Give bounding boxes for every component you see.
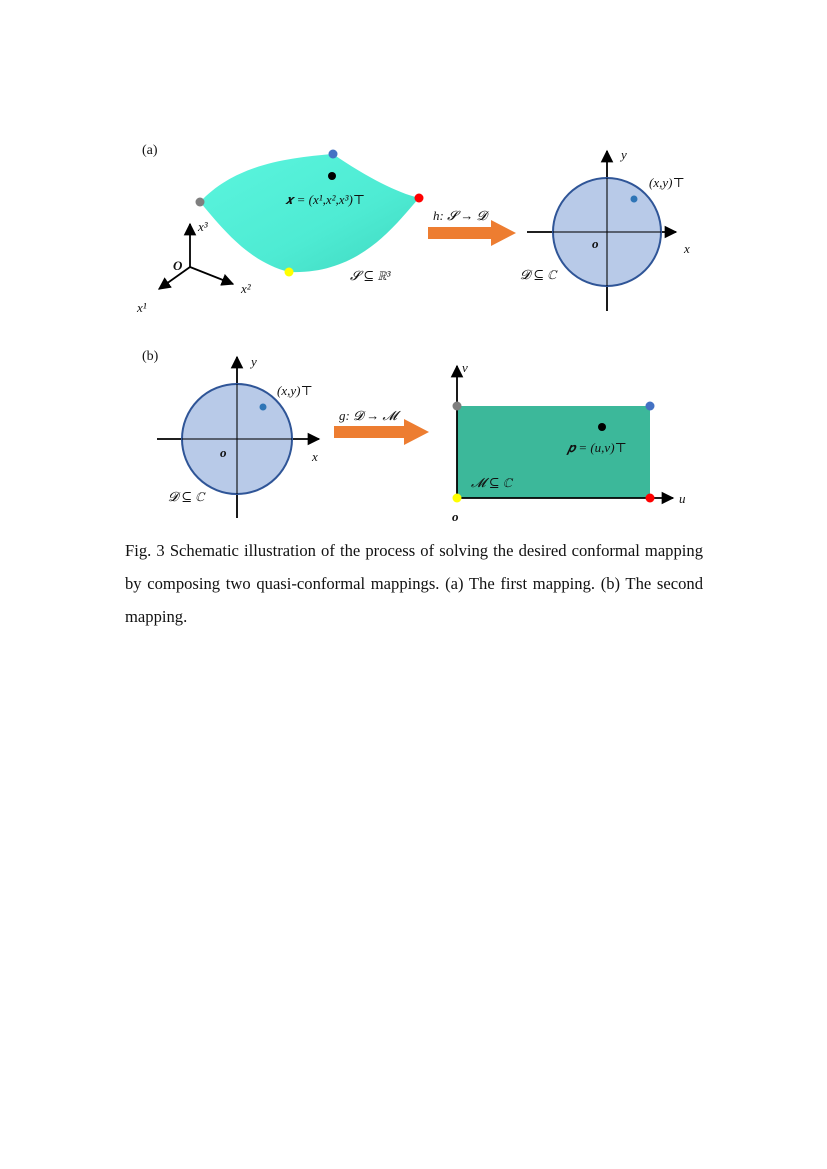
panel-b-tag: (b) bbox=[142, 349, 159, 364]
disk-a-point-label: (x,y)⊤ bbox=[649, 175, 685, 190]
disk-b-y-label: y bbox=[251, 354, 257, 369]
rect-origin: o bbox=[452, 509, 459, 524]
surface-dot-red bbox=[415, 194, 424, 203]
disk-b-dot-blue bbox=[260, 404, 267, 411]
surface-s bbox=[200, 154, 419, 272]
surface-dot-yellow bbox=[285, 268, 294, 277]
disk-a-x-label: x bbox=[684, 241, 690, 256]
disk-b-x-label: x bbox=[312, 449, 318, 464]
rect-v-label: v bbox=[462, 360, 468, 375]
disk-a-label: 𝓓 ⊆ ℂ bbox=[520, 267, 557, 282]
rect-point-label: 𝒑 = (u,v)⊤ bbox=[567, 440, 627, 455]
panel-b bbox=[142, 349, 686, 524]
surface-point-label: 𝒙 = (x¹,x²,x³)⊤ bbox=[285, 192, 366, 207]
surface-label: 𝓢 ⊆ ℝ³ bbox=[350, 268, 391, 283]
panel-a bbox=[136, 143, 690, 315]
rect-dot-gray bbox=[453, 402, 462, 411]
disk-a-y-label: y bbox=[621, 147, 627, 162]
disk-a-origin: o bbox=[592, 236, 599, 251]
map-g-label: g: 𝓓 → 𝓜 bbox=[339, 408, 398, 423]
axis-x2 bbox=[190, 267, 233, 284]
surface-dot-black bbox=[328, 172, 336, 180]
rect-dot-blue bbox=[646, 402, 655, 411]
surface-dot-gray bbox=[196, 198, 205, 207]
rect-dot-black bbox=[598, 423, 606, 431]
disk-b-point-label: (x,y)⊤ bbox=[277, 383, 313, 398]
rect-label: 𝓜 ⊆ ℂ bbox=[471, 475, 512, 490]
panel-a-tag: (a) bbox=[142, 143, 158, 158]
axis-x1-label: x¹ bbox=[137, 300, 147, 315]
disk-a-dot-blue bbox=[631, 196, 638, 203]
disk-b-origin: o bbox=[220, 445, 227, 460]
map-h-label: h: 𝓢 → 𝓓 bbox=[433, 208, 487, 223]
rect-dot-yellow bbox=[453, 494, 462, 503]
rect-u-label: u bbox=[679, 491, 686, 506]
map-h-arrow bbox=[428, 220, 516, 246]
figure-caption: Fig. 3 Schematic illustration of the process of solving the desired conformal mapping by composing two quasi-conformal mappings. (a) The first mapping. (b) The second mapping. bbox=[125, 541, 703, 626]
figure-3 bbox=[0, 0, 827, 530]
rect-dot-red bbox=[646, 494, 655, 503]
axis-x3-label: x³ bbox=[198, 219, 208, 234]
axis-x2-label: x² bbox=[241, 281, 251, 296]
disk-b-label: 𝓓 ⊆ ℂ bbox=[168, 489, 205, 504]
origin-o-label: O bbox=[173, 258, 183, 273]
surface-dot-blue bbox=[329, 150, 338, 159]
